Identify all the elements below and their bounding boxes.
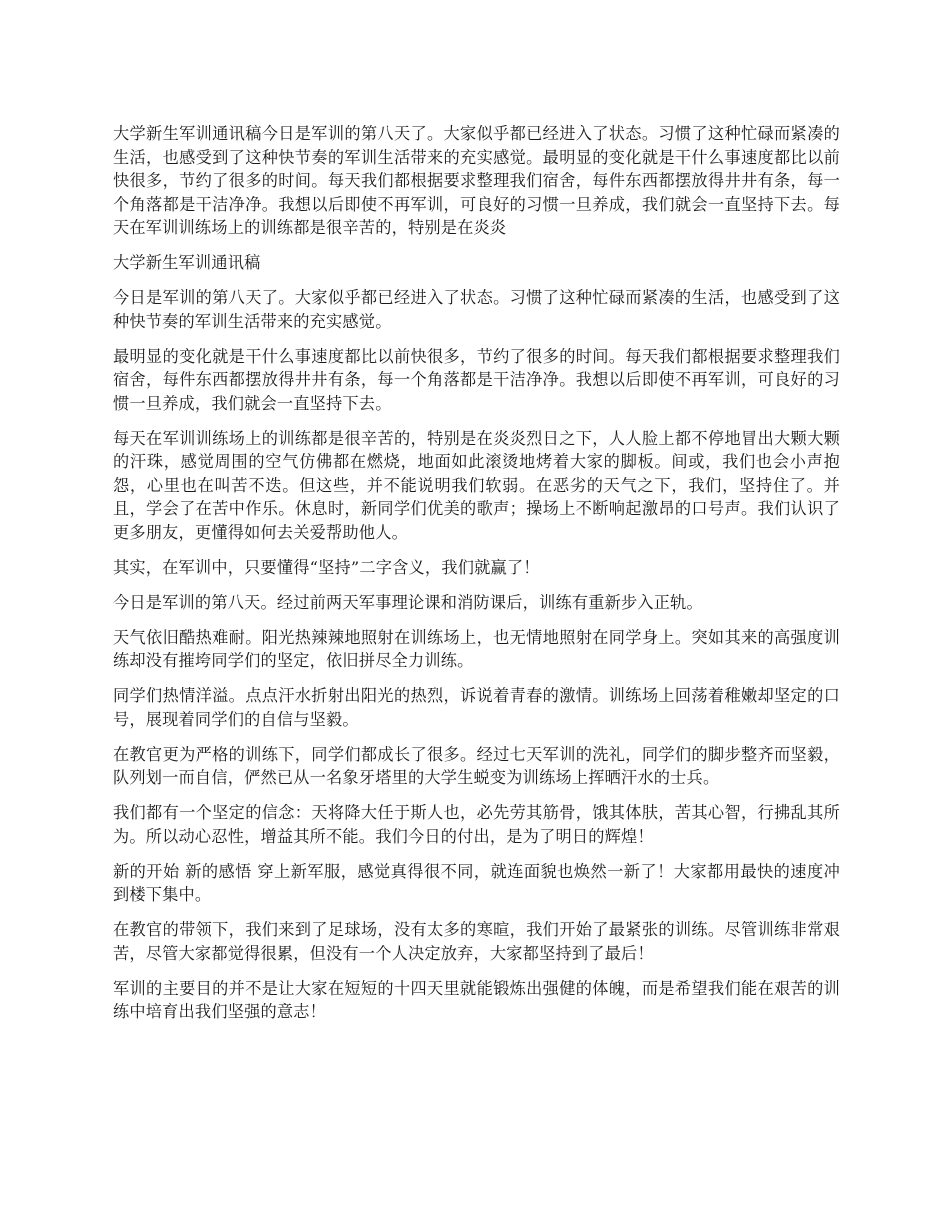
body-paragraph: 最明显的变化就是干什么事速度都比以前快很多，节约了很多的时间。每天我们都根据要求整理我们宿舍，每件东西都摆放得井井有条，每一个角落都是干洁净净。我想以后即使不再军训，可良好的习惯一旦养成，我们就会一直坚持下去。 bbox=[113, 346, 840, 413]
document-title: 大学新生军训通讯稿 bbox=[113, 253, 261, 272]
body-paragraph: 我们都有一个坚定的信念：天将降大任于斯人也，必先劳其筋骨，饿其体肤，苦其心智，行拂乱其所为。所以动心忍性，增益其所不能。我们今日的付出，是为了明日的辉煌！ bbox=[113, 803, 840, 846]
body-paragraph: 今日是军训的第八天。经过前两天军事理论课和消防课后，训练有重新步入正轨。 bbox=[113, 592, 703, 612]
body-paragraph: 天气依旧酷热难耐。阳光热辣辣地照射在训练场上，也无情地照射在同学身上。突如其来的高强度训练却没有摧垮同学们的坚定，依旧拼尽全力训练。 bbox=[113, 627, 840, 670]
body-paragraph: 新的开始 新的感悟 穿上新军服，感觉真得很不同，就连面貌也焕然一新了！大家都用最快的速度冲到楼下集中。 bbox=[113, 861, 840, 904]
intro-paragraph: 大学新生军训通讯稿今日是军训的第八天了。大家似乎都已经进入了状态。习惯了这种忙碌而紧凑的生活，也感受到了这种快节奏的军训生活带来的充实感觉。最明显的变化就是干什么事速度都比以前快很多，节约了很多的时间。每天我们都根据要求整理我们宿舍，每件东西都摆放得井井有条，每一个角落都是干洁净净。我想以后即使不再军训，可良好的习惯一旦养成，我们就会一直坚持下去。每天在军训训练场上的训练都是很辛苦的，特别是在炎炎 bbox=[113, 124, 840, 237]
document-body bbox=[113, 122, 840, 1035]
body-paragraph: 军训的主要目的并不是让大家在短短的十四天里就能锻炼出强健的体魄，而是希望我们能在艰苦的训练中培育出我们坚强的意志！ bbox=[113, 978, 840, 1021]
body-paragraph: 今日是军训的第八天了。大家似乎都已经进入了状态。习惯了这种忙碌而紧凑的生活，也感受到了这种快节奏的军训生活带来的充实感觉。 bbox=[113, 288, 840, 331]
body-paragraph: 其实，在军训中，只要懂得“坚持”二字含义，我们就赢了！ bbox=[113, 557, 540, 577]
body-paragraph: 在教官的带领下，我们来到了足球场，没有太多的寒暄，我们开始了最紧张的训练。尽管训练非常艰苦，尽管大家都觉得很累，但没有一个人决定放弃，大家都坚持到了最后！ bbox=[113, 920, 840, 963]
body-paragraph: 同学们热情洋溢。点点汗水折射出阳光的热烈，诉说着青春的激情。训练场上回荡着稚嫩却坚定的口号，展现着同学们的自信与坚毅。 bbox=[113, 686, 840, 729]
body-paragraph: 在教官更为严格的训练下，同学们都成长了很多。经过七天军训的洗礼，同学们的脚步整齐而坚毅，队列划一而自信，俨然已从一名象牙塔里的大学生蜕变为训练场上挥晒汗水的士兵。 bbox=[113, 744, 840, 787]
body-paragraph: 每天在军训训练场上的训练都是很辛苦的，特别是在炎炎烈日之下，人人脸上都不停地冒出大颗大颗的汗珠，感觉周围的空气仿佛都在燃烧，地面如此滚烫地烤着大家的脚板。间或，我们也会小声抱怨，心里也在叫苦不迭。但这些，并不能说明我们软弱。在恶劣的天气之下，我们，坚持住了。并且，学会了在苦中作乐。休息时，新同学们优美的歌声；操场上不断响起激昂的口号声。我们认识了更多朋友，更懂得如何去关爱帮助他人。 bbox=[113, 428, 840, 542]
